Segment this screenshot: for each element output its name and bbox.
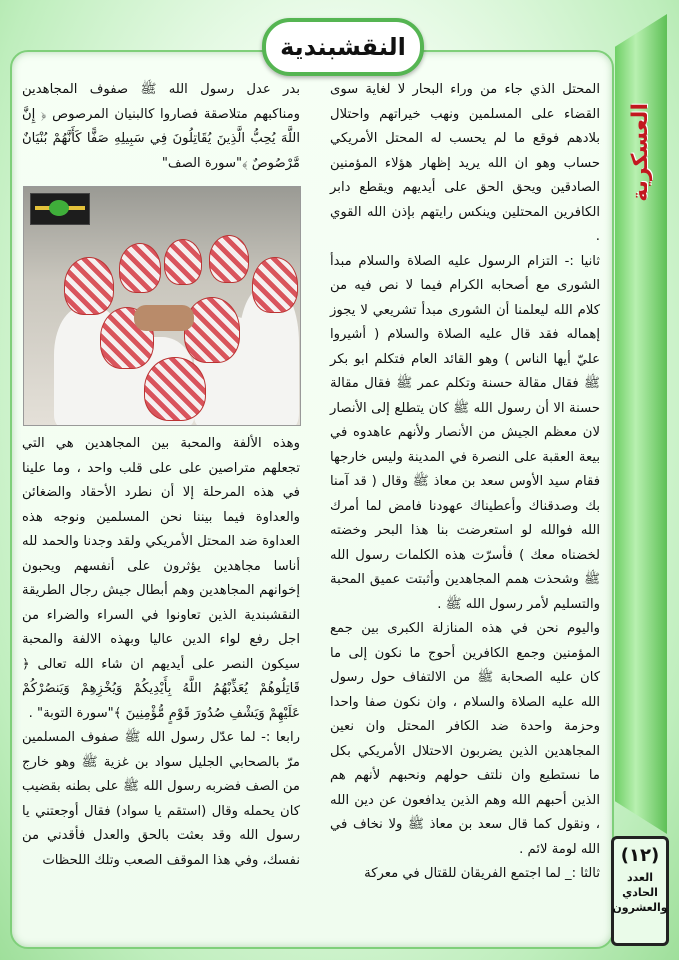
- paragraph: ثانيا :- التزام الرسول عليه الصلاة والسلام مبدأ الشورى مع أصحابه الكرام فيما لا نص فيه من كلام الله ليعلمنا أن الشورى مبدأ تشريعي لا يجوز إهماله فقد قال عليه الصلاة والسلام ( أشيروا عليّ أيها الناس ) وهو القائد العام فتكلم ابو بكر ﷺ فقال مقالة حسنة وتكلم عمر ﷺ فقال مقالة حسنة الا أن رسول الله ﷺ كان يتطلع إلى الأنصار لان معظم الجيش من الأنصار ولأنهم عاهدوه في بيعة العقبة على النصرة في المدينة وليس خارجها فقام سيد الأوس سعد بن معاذ ﷺ وقال ( قد آمنا بك وصدقناك وأعطيناك عهودنا فامض لما أمرك الله فوالله لو استعرضت بنا هذا البحر وخضته لخضناه معك ) فأسرّت هذه الكلمات رسول الله ﷺ وشحذت همم المجاهدين وأثبتت عميق المحبة والتسليم لأمر رسول الله ﷺ .: [330, 253, 600, 612]
- paragraph: بدر عدل رسول الله ﷺ صفوف المجاهدين ومناكبهم متلاصقة فصاروا كالبنيان المرصوص ﴿ إِنَّ اللَّهَ يُحِبُّ الَّذِينَ يُقَاتِلُونَ فِي سَبِيلِهِ صَفًّا كَأَنَّهُمْ بُنْيَانٌ مَّرْصُوصٌ ﴾"سورة الصف": [22, 82, 300, 171]
- issue-label-line1: العدد: [626, 871, 654, 884]
- fighters-photo: [23, 186, 301, 426]
- section-label: [615, 72, 665, 232]
- left-column-top: [22, 78, 300, 176]
- paragraph: رابعا :- لما عدّل رسول الله ﷺ صفوف المسلمين مرّ بالصحابي الجليل سواد بن غزية ﷺ وهو خارج من الصف فضربه رسول الله ﷺ على بطنه بقضيب كان يحمله وقال (استقم يا سواد) فقال أوجعتني يا رسول الله وقد بعثت بالحق والعدل فأقدني من نفسك، وفي هذا الموقف الصعب وتلك اللحظات: [22, 730, 300, 868]
- paragraph: ثالثا :_ لما اجتمع الفريقان للقتال في معركة: [364, 866, 600, 881]
- page-number: (١٢): [620, 845, 660, 866]
- right-column: [330, 78, 600, 887]
- paragraph: واليوم نحن في هذه المنازلة الكبرى بين جمع المؤمنين وجمع الكافرين أحوج ما نكون إلى ما كان عليه الصحابة ﷺ من الالتفاف حول رسول الله عليه الصلاة والسلام ، وان نكون صفا واحدا وحزمة واحدة ضد الكافر المحتل وان نعين المجاهدين الذين يضربون الاحتلال الأمريكي بكل ما نستطيع وان نلتف حولهم ونحبهم لأنهم هم الذين أحبهم الله وهم الذين يدافعون عن دين الله ، ونقول كما قال سعد بن معاذ ﷺ ولا نخاف في الله لومة لائم .: [330, 621, 600, 857]
- paragraph: المحتل الذي جاء من وراء البحار لا لغاية سوى القضاء على المسلمين ونهب خيراتهم واحتلال بلادهم فوقع ما لم يحسب له المحتل الأمريكي حساب وهو ان الله يريد إظهار هؤلاء المؤمنين الصادقين ويحق الحق على أيديهم ويقطع دابر الكافرين المحتلين وينكس رايتهم بإذن الله القوي .: [330, 82, 600, 244]
- flag-icon: [30, 193, 90, 225]
- paragraph: وهذه الألفة والمحبة بين المجاهدين هي التي تجعلهم متراصين على على قلب واحد ، وما علينا في هذه المرحلة إلا أن نطرد الأحقاد والضغائن والعداوة فيما بيننا نحن المسلمين ونوجه هذه العداوة ضد المحتل الأمريكي ولقد وجدنا والحمد لله أناسا مجاهدين يؤثرون على أنفسهم ويحبون إخوانهم المجاهدين وهم أبطال جيش رجال الطريقة النقشبندية الذين تعاونوا في السراء والضراء من اجل رفع لواء الدين عاليا وبهذه الالفة والمحبة سيكون النصر على أيديهم ان شاء الله تعالى ﴿ قَاتِلُوهُمْ يُعَذِّبْهُمُ اللَّهُ بِأَيْدِيكُمْ وَيُخْزِهِمْ وَيَنصُرْكُمْ عَلَيْهِمْ وَيَشْفِ صُدُورَ قَوْمٍ مُّؤْمِنِينَ ﴾"سورة التوبة" .: [22, 436, 300, 721]
- issue-label-line3: والعشرون: [612, 901, 668, 914]
- left-column-bottom: [22, 432, 300, 873]
- issue-label: [612, 870, 667, 915]
- issue-label-line2: الحادي: [622, 886, 658, 899]
- issue-box: [611, 836, 669, 946]
- section-label-text: العسكرية: [627, 102, 653, 202]
- magazine-title-badge: [262, 18, 424, 76]
- magazine-title: النقشبندية: [280, 33, 406, 61]
